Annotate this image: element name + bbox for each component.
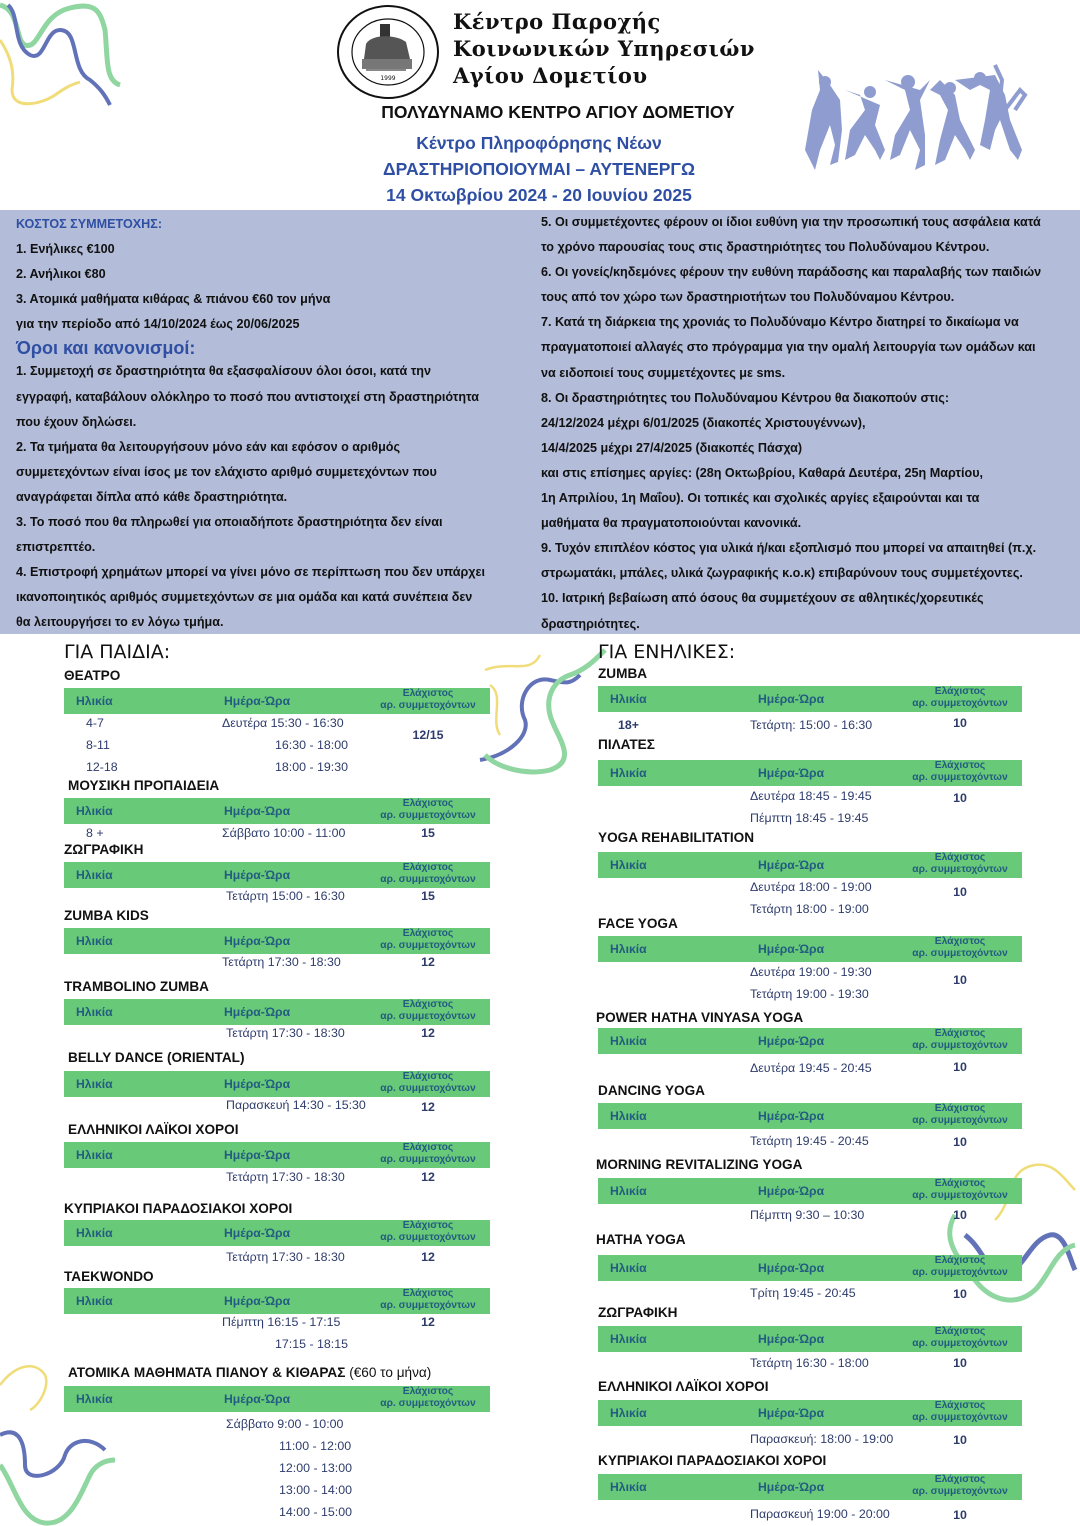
min-participants-value: 15 — [421, 826, 435, 840]
column-header-age: Ηλικία — [76, 1294, 113, 1308]
min-participants-value: 10 — [953, 973, 967, 987]
activity-title-text: POWER HATHA VINYASA YOGA — [596, 1010, 804, 1025]
activity-title — [596, 1232, 686, 1247]
rule-line: εγγραφή, καταβάλουν ολόκληρο το ποσό που αντιστοιχεί στη δραστηριότητα — [16, 389, 480, 404]
column-header-min-participants — [368, 1071, 488, 1095]
column-header-age: Ηλικία — [76, 1392, 113, 1406]
min-header-line: Ελάχιστος — [934, 1474, 986, 1485]
min-participants-value: 10 — [953, 791, 967, 805]
activity-title — [64, 908, 149, 923]
min-header-line: Ελάχιστος — [402, 999, 454, 1010]
center-name: ΠΟΛΥΔΥΝΑΜΟ ΚΕΝΤΡΟ ΑΓΙΟΥ ΔΟΜΕΤΙΟΥ — [381, 102, 735, 122]
min-header-line: αρ. συμμετοχόντων — [912, 1338, 1008, 1349]
min-header-line: αρ. συμμετοχόντων — [380, 700, 476, 711]
min-header-line: αρ. συμμετοχόντων — [380, 940, 476, 951]
min-header-line: αρ. συμμετοχόντων — [912, 1412, 1008, 1423]
day-time-cell: Τετάρτη 15:00 - 16:30 — [226, 889, 345, 903]
min-header-line: Ελάχιστος — [402, 1386, 454, 1397]
adults-section-heading: ΓΙΑ ΕΝΗΛΙΚΕΣ: — [598, 641, 736, 663]
day-time-cell: Τετάρτη 18:00 - 19:00 — [750, 902, 869, 916]
column-header-day-time: Ημέρα-Ώρα — [224, 868, 291, 882]
column-header-min-participants — [900, 1255, 1020, 1279]
activity-title — [598, 1379, 768, 1394]
activity-title-text: ΠΙΛΑΤΕΣ — [598, 737, 655, 752]
min-header-line: Ελάχιστος — [402, 688, 454, 699]
column-header-age: Ηλικία — [76, 1148, 113, 1162]
activity-title — [64, 1269, 154, 1284]
activity-title-text: ΜΟΥΣΙΚΗ ΠΡΟΠΑΙΔΕΙΑ — [68, 778, 220, 793]
activity-title — [598, 1083, 705, 1098]
table-header — [64, 862, 490, 888]
program-period: 14 Οκτωβρίου 2024 - 20 Ιουνίου 2025 — [386, 185, 692, 205]
min-participants-value: 10 — [953, 1287, 967, 1301]
column-header-min-participants — [368, 862, 488, 886]
table-header — [64, 999, 490, 1025]
rule-line: 3. Το ποσό που θα πληρωθεί για οποιαδήποτε δραστηριότητα δεν είναι — [16, 515, 443, 530]
min-header-line: Ελάχιστος — [402, 1220, 454, 1231]
column-header-age: Ηλικία — [76, 1077, 113, 1091]
table-header — [598, 1178, 1022, 1204]
min-header-line: αρ. συμμετοχόντων — [912, 864, 1008, 875]
org-name-line: Κοινωνικών Υπηρεσιών — [453, 36, 755, 61]
activity-title — [64, 668, 120, 683]
day-time-cell: Τετάρτη 17:30 - 18:30 — [222, 955, 341, 969]
day-time-cell: Σάββατο 9:00 - 10:00 — [226, 1417, 344, 1431]
rule-line: στρωματάκι, μπάλες, υλικά ζωγραφικής κ.ο.κ) επιβαρύνουν τους συμμετέχοντες. — [541, 566, 1023, 581]
day-time-cell: Σάββατο 10:00 - 11:00 — [222, 826, 346, 840]
min-participants-value: 10 — [953, 716, 967, 730]
rule-line: 9. Τυχόν επιπλέον κόστος για υλικά ή/και εξοπλισμό που μπορεί να απαιτηθεί (π.χ. — [541, 541, 1037, 556]
activity-title — [596, 1010, 803, 1025]
day-time-cell: 13:00 - 14:00 — [279, 1483, 353, 1497]
org-name-line: Αγίου Δομετίου — [453, 63, 648, 88]
rule-line: μαθήματα θα πραγματοποιούνται κανονικά. — [541, 516, 802, 531]
column-header-min-participants — [900, 1400, 1020, 1424]
min-header-line: αρ. συμμετοχόντων — [380, 1398, 476, 1409]
min-header-line: αρ. συμμετοχόντων — [912, 772, 1008, 783]
age-cell: 18+ — [618, 718, 640, 732]
column-header-age: Ηλικία — [76, 868, 113, 882]
info-panel — [0, 210, 1080, 634]
min-participants-value: 12/15 — [412, 728, 444, 742]
table-header — [64, 1220, 490, 1246]
day-time-cell: 12:00 - 13:00 — [279, 1461, 353, 1475]
activity-title-text: DANCING YOGA — [598, 1083, 705, 1098]
min-header-line: αρ. συμμετοχόντων — [912, 1190, 1008, 1201]
column-header-age: Ηλικία — [610, 1034, 647, 1048]
program-name: ΔΡΑΣΤΗΡΙΟΠΟΙΟΥΜΑΙ – ΑΥΤΕΝΕΡΓΩ — [383, 159, 695, 179]
column-header-day-time: Ημέρα-Ώρα — [224, 804, 291, 818]
min-header-line: αρ. συμμετοχόντων — [380, 1083, 476, 1094]
kids-section-heading: ΓΙΑ ΠΑΙΔΙΑ: — [64, 641, 171, 663]
min-header-line: Ελάχιστος — [402, 928, 454, 939]
column-header-min-participants — [368, 1220, 488, 1244]
activity-title — [68, 1122, 238, 1137]
activity-title — [68, 1050, 244, 1065]
day-time-cell: 11:00 - 12:00 — [279, 1439, 352, 1453]
rule-line: ικανοποιητικός αριθμός συμμετεχόντων σε μια ομάδα και κατά συνέπεια δεν — [16, 590, 473, 605]
day-time-cell: Δευτέρα 15:30 - 16:30 — [222, 716, 344, 730]
column-header-day-time: Ημέρα-Ώρα — [224, 1392, 291, 1406]
column-header-min-participants — [900, 760, 1020, 784]
age-cell: 4-7 — [86, 716, 104, 730]
rules-left-list — [16, 359, 526, 635]
cost-item: 3. Ατομικά μαθήματα κιθάρας & πιάνου €60 τον μήνα — [16, 292, 331, 307]
table-header — [598, 1474, 1022, 1500]
table-header — [598, 1326, 1022, 1352]
logo-year: 1999 — [380, 75, 396, 82]
day-time-cell: 16:30 - 18:00 — [275, 738, 349, 752]
min-header-line: Ελάχιστος — [402, 1288, 454, 1299]
activity-title-text: ZUMBA — [598, 666, 648, 681]
day-time-cell: Πέμπτη 9:30 – 10:30 — [750, 1208, 865, 1222]
rule-line: 1. Συμμετοχή σε δραστηριότητα θα εξασφαλίσουν όλοι όσοι, κατά την — [16, 364, 432, 379]
column-header-age: Ηλικία — [76, 934, 113, 948]
organization-name — [453, 8, 755, 89]
min-participants-value: 10 — [953, 1433, 967, 1447]
activity-title-text: ΕΛΛΗΝΙΚΟΙ ΛΑΪΚΟΙ ΧΟΡΟΙ — [598, 1379, 769, 1394]
column-header-min-participants — [368, 1288, 488, 1312]
table-header — [598, 1028, 1022, 1054]
activity-price-note: (€60 το μήνα) — [345, 1365, 432, 1380]
min-participants-value: 12 — [421, 1250, 435, 1264]
rule-line: θα λειτουργήσει το εν λόγω τμήμα. — [16, 615, 224, 630]
column-header-day-time: Ημέρα-Ώρα — [224, 934, 291, 948]
column-header-age: Ηλικία — [76, 804, 113, 818]
min-participants-value: 10 — [953, 1508, 967, 1522]
activity-title — [64, 1201, 292, 1216]
min-header-line: Ελάχιστος — [934, 1028, 986, 1039]
activity-title — [64, 842, 143, 857]
column-header-day-time: Ημέρα-Ώρα — [758, 942, 825, 956]
rule-line: δραστηριότητες. — [541, 616, 640, 631]
column-header-day-time: Ημέρα-Ώρα — [758, 1480, 825, 1494]
column-header-age: Ηλικία — [610, 1261, 647, 1275]
table-header — [598, 1400, 1022, 1426]
rule-line: 2. Τα τμήματα θα λειτουργήσουν μόνο εάν και εφόσον ο αριθμός — [16, 439, 401, 454]
column-header-age: Ηλικία — [610, 1480, 647, 1494]
table-header — [598, 1103, 1022, 1129]
column-header-day-time: Ημέρα-Ώρα — [758, 1406, 825, 1420]
rule-line: το χρόνο παρουσίας τους στις δραστηριότητες του Πολυδύναμου Κέντρου. — [541, 240, 990, 255]
min-header-line: Ελάχιστος — [934, 1255, 986, 1266]
activity-title-text: ΚΥΠΡΙΑΚΟΙ ΠΑΡΑΔΟΣΙΑΚΟΙ ΧΟΡΟΙ — [64, 1201, 293, 1216]
table-header — [598, 936, 1022, 962]
activity-title — [598, 916, 678, 931]
min-header-line: Ελάχιστος — [934, 1326, 986, 1337]
column-header-age: Ηλικία — [76, 1005, 113, 1019]
column-header-min-participants — [900, 936, 1020, 960]
rule-line: πραγματοποιεί αλλαγές στο πρόγραμμα για την ομαλή λειτουργία των ομάδων και — [541, 340, 1036, 355]
min-header-line: Ελάχιστος — [934, 760, 986, 771]
activity-title — [68, 1365, 431, 1380]
min-header-line: Ελάχιστος — [934, 852, 986, 863]
activity-title — [598, 737, 655, 752]
rule-line: 4. Επιστροφή χρημάτων μπορεί να γίνει μόνο σε περίπτωση που δεν υπάρχει — [16, 565, 485, 580]
table-header — [598, 1255, 1022, 1281]
column-header-day-time: Ημέρα-Ώρα — [224, 1226, 291, 1240]
activity-title-text: MORNING REVITALIZING YOGA — [596, 1157, 803, 1172]
min-participants-value: 12 — [421, 1100, 435, 1114]
column-header-age: Ηλικία — [610, 692, 647, 706]
org-name-line: Κέντρο Παροχής — [453, 9, 661, 34]
min-participants-value: 10 — [953, 1060, 967, 1074]
activity-title-text: ΑΤΟΜΙΚΑ ΜΑΘΗΜΑΤΑ ΠΙΑΝΟΥ & ΚΙΘΑΡΑΣ — [68, 1365, 346, 1380]
rules-right-list — [541, 210, 1076, 637]
column-header-min-participants — [368, 1142, 488, 1166]
min-participants-value: 12 — [421, 1315, 435, 1329]
column-header-min-participants — [900, 852, 1020, 876]
rule-line: και στις επίσημες αργίες: (28η Οκτωβρίου, Καθαρά Δευτέρα, 25η Μαρτίου, — [541, 465, 984, 480]
rule-line: αναγράφεται δίπλα από κάθε δραστηριότητα. — [16, 489, 288, 504]
column-header-age: Ηλικία — [76, 694, 113, 708]
column-header-min-participants — [900, 1474, 1020, 1498]
min-header-line: αρ. συμμετοχόντων — [380, 1011, 476, 1022]
min-header-line: αρ. συμμετοχόντων — [380, 874, 476, 885]
column-header-age: Ηλικία — [610, 1406, 647, 1420]
min-header-line: Ελάχιστος — [402, 798, 454, 809]
activity-title — [598, 666, 647, 681]
activity-title-text: ΕΛΛΗΝΙΚΟΙ ΛΑΪΚΟΙ ΧΟΡΟΙ — [68, 1122, 239, 1137]
activity-title-text: ΘΕΑΤΡΟ — [64, 668, 121, 683]
column-header-min-participants — [900, 1326, 1020, 1350]
table-header — [598, 760, 1022, 786]
column-header-age: Ηλικία — [610, 1332, 647, 1346]
column-header-age: Ηλικία — [610, 1109, 647, 1123]
activity-title-text: HATHA YOGA — [596, 1232, 686, 1247]
table-header — [64, 1386, 490, 1412]
rule-line: συμμετεχόντων είναι ίσος με τον ελάχιστο αριθμό συμμετεχόντων που — [16, 464, 437, 479]
day-time-cell: Τετάρτη 17:30 - 18:30 — [226, 1170, 345, 1184]
day-time-cell: Δευτέρα 18:45 - 19:45 — [750, 789, 872, 803]
rule-line: 10. Ιατρική βεβαίωση από όσους θα συμμετέχουν σε αθλητικές/χορευτικές — [541, 591, 984, 606]
cost-item: 1. Ενήλικες €100 — [16, 242, 115, 257]
column-header-age: Ηλικία — [610, 858, 647, 872]
day-time-cell: 18:00 - 19:30 — [275, 760, 349, 774]
day-time-cell: Πέμπτη 18:45 - 19:45 — [750, 811, 869, 825]
cost-title: ΚΟΣΤΟΣ ΣΥΜΜΕΤΟΧΗΣ: — [16, 217, 163, 231]
rule-line: τους από τον χώρο των δραστηριοτήτων του Πολυδύναμου Κέντρου. — [541, 290, 955, 305]
column-header-day-time: Ημέρα-Ώρα — [224, 1077, 291, 1091]
rule-line: 24/12/2024 μέχρι 6/01/2025 (διακοπές Χριστουγέννων), — [541, 415, 866, 430]
activity-title — [64, 979, 209, 994]
column-header-day-time: Ημέρα-Ώρα — [758, 1332, 825, 1346]
column-header-min-participants — [368, 688, 488, 712]
day-time-cell: Πέμπτη 16:15 - 17:15 — [222, 1315, 341, 1329]
column-header-day-time: Ημέρα-Ώρα — [224, 1294, 291, 1308]
column-header-min-participants — [900, 1028, 1020, 1052]
min-participants-value: 15 — [421, 889, 435, 903]
activity-title-text: TAEKWONDO — [64, 1269, 154, 1284]
rule-line: 6. Οι γονείς/κηδεμόνες φέρουν την ευθύνη παράδοσης και παραλαβής των παιδιών — [541, 265, 1042, 280]
column-header-day-time: Ημέρα-Ώρα — [758, 1184, 825, 1198]
min-participants-value: 12 — [421, 955, 435, 969]
min-header-line: αρ. συμμετοχόντων — [380, 1154, 476, 1165]
rule-line: 7. Κατά τη διάρκεια της χρονιάς το Πολυδύναμο Κέντρο διατηρεί το δικαίωμα να — [541, 315, 1019, 330]
min-header-line: αρ. συμμετοχόντων — [912, 1486, 1008, 1497]
activity-title-text: ΖΩΓΡΑΦΙΚΗ — [64, 842, 144, 857]
table-header — [598, 852, 1022, 878]
age-cell: 8 + — [86, 826, 104, 840]
min-participants-value: 10 — [953, 1208, 967, 1222]
min-header-line: Ελάχιστος — [934, 1178, 986, 1189]
min-header-line: αρ. συμμετοχόντων — [912, 1267, 1008, 1278]
min-participants-value: 10 — [953, 885, 967, 899]
column-header-min-participants — [900, 1103, 1020, 1127]
day-time-cell: Δευτέρα 19:45 - 20:45 — [750, 1061, 872, 1075]
activity-title-text: BELLY DANCE (ORIENTAL) — [68, 1050, 245, 1065]
rule-line: 5. Οι συμμετέχοντες φέρουν οι ίδιοι ευθύνη για την προσωπική τους ασφάλεια κατά — [541, 215, 1041, 229]
age-cell: 12-18 — [86, 760, 118, 774]
table-header — [64, 1142, 490, 1168]
column-header-day-time: Ημέρα-Ώρα — [758, 1261, 825, 1275]
column-header-day-time: Ημέρα-Ώρα — [758, 692, 825, 706]
day-time-cell: 17:15 - 18:15 — [275, 1337, 349, 1351]
min-header-line: αρ. συμμετοχόντων — [912, 1115, 1008, 1126]
table-header — [64, 798, 490, 824]
table-header — [598, 686, 1022, 712]
activity-title-text: TRAMBOLINO ZUMBA — [64, 979, 209, 994]
day-time-cell: Τρίτη 19:45 - 20:45 — [750, 1286, 856, 1300]
day-time-cell: Τετάρτη 19:45 - 20:45 — [750, 1134, 869, 1148]
min-header-line: Ελάχιστος — [934, 686, 986, 697]
day-time-cell: Τετάρτη: 15:00 - 16:30 — [750, 718, 873, 732]
rules-title: Όροι και κανονισμοί: — [16, 338, 196, 359]
column-header-age: Ηλικία — [610, 766, 647, 780]
activity-title-text: FACE YOGA — [598, 916, 678, 931]
column-header-age: Ηλικία — [76, 1226, 113, 1240]
age-cell: 8-11 — [86, 738, 110, 752]
min-header-line: Ελάχιστος — [402, 1142, 454, 1153]
subtitle: Κέντρο Πληροφόρησης Νέων — [416, 133, 662, 153]
column-header-min-participants — [368, 928, 488, 952]
activity-title-text: YOGA REHABILITATION — [598, 830, 755, 845]
day-time-cell: Τετάρτη 16:30 - 18:00 — [750, 1356, 869, 1370]
day-time-cell: 14:00 - 15:00 — [279, 1505, 353, 1519]
column-header-day-time: Ημέρα-Ώρα — [224, 1005, 291, 1019]
column-header-min-participants — [368, 798, 488, 822]
min-header-line: Ελάχιστος — [402, 862, 454, 873]
min-header-line: Ελάχιστος — [934, 1400, 986, 1411]
column-header-age: Ηλικία — [610, 1184, 647, 1198]
rule-line: 8. Οι δραστηριότητες του Πολυδύναμου Κέντρου θα διακοπούν στις: — [541, 390, 950, 405]
table-header — [64, 688, 490, 714]
activity-title-text: ΖΩΓΡΑΦΙΚΗ — [598, 1305, 678, 1320]
day-time-cell: Παρασκευή: 18:00 - 19:00 — [750, 1432, 894, 1446]
day-time-cell: Παρασκευή 19:00 - 20:00 — [750, 1507, 890, 1521]
min-header-line: αρ. συμμετοχόντων — [912, 698, 1008, 709]
min-header-line: αρ. συμμετοχόντων — [380, 1300, 476, 1311]
activity-title — [598, 1453, 826, 1468]
activity-title — [596, 1157, 802, 1172]
min-header-line: Ελάχιστος — [402, 1071, 454, 1082]
min-header-line: αρ. συμμετοχόντων — [912, 948, 1008, 959]
column-header-min-participants — [900, 686, 1020, 710]
min-header-line: αρ. συμμετοχόντων — [380, 1232, 476, 1243]
column-header-min-participants — [900, 1178, 1020, 1202]
table-header — [64, 1071, 490, 1097]
jumping-people-silhouettes — [790, 50, 1030, 180]
activity-title-text: ΚΥΠΡΙΑΚΟΙ ΠΑΡΑΔΟΣΙΑΚΟΙ ΧΟΡΟΙ — [598, 1453, 827, 1468]
column-header-day-time: Ημέρα-Ώρα — [758, 858, 825, 872]
day-time-cell: Τετάρτη 19:00 - 19:30 — [750, 987, 869, 1001]
activity-title — [598, 1305, 677, 1320]
column-header-age: Ηλικία — [610, 942, 647, 956]
rule-line: επιστρεπτέο. — [16, 540, 96, 555]
info-left-column — [16, 212, 526, 636]
activity-title-text: ZUMBA KIDS — [64, 908, 149, 923]
rule-line: 14/4/2025 μέχρι 27/4/2025 (διακοπές Πάσχα) — [541, 440, 803, 455]
column-header-day-time: Ημέρα-Ώρα — [224, 694, 291, 708]
table-header — [64, 928, 490, 954]
column-header-min-participants — [368, 1386, 488, 1410]
activity-title — [68, 778, 219, 793]
column-header-min-participants — [368, 999, 488, 1023]
column-header-day-time: Ημέρα-Ώρα — [758, 1034, 825, 1048]
min-header-line: Ελάχιστος — [934, 936, 986, 947]
min-participants-value: 10 — [953, 1356, 967, 1370]
column-header-day-time: Ημέρα-Ώρα — [758, 766, 825, 780]
day-time-cell: Τετάρτη 17:30 - 18:30 — [226, 1026, 345, 1040]
organization-logo — [336, 4, 440, 100]
table-header — [64, 1288, 490, 1314]
info-right-column — [541, 210, 1076, 637]
column-header-day-time: Ημέρα-Ώρα — [758, 1109, 825, 1123]
day-time-cell: Δευτέρα 18:00 - 19:00 — [750, 880, 872, 894]
min-participants-value: 10 — [953, 1135, 967, 1149]
rule-line: που έχουν δηλώσει. — [16, 414, 137, 429]
min-participants-value: 12 — [421, 1026, 435, 1040]
min-header-line: αρ. συμμετοχόντων — [380, 810, 476, 821]
activity-title — [598, 830, 754, 845]
day-time-cell: Δευτέρα 19:00 - 19:30 — [750, 965, 872, 979]
cost-item: 2. Ανήλικοι €80 — [16, 267, 106, 282]
cost-item: για την περίοδο από 14/10/2024 έως 20/06/2025 — [16, 317, 300, 332]
day-time-cell: Τετάρτη 17:30 - 18:30 — [226, 1250, 345, 1264]
rule-line: 1η Απριλίου, 1η Μαΐου). Οι τοπικές και σχολικές αργίες εξαιρούνται και τα — [541, 491, 980, 506]
ribbon-decoration-middle — [470, 645, 610, 785]
rule-line: να ειδοποιεί τους συμμετέχοντες με sms. — [541, 365, 786, 380]
column-header-day-time: Ημέρα-Ώρα — [224, 1148, 291, 1162]
min-header-line: αρ. συμμετοχόντων — [912, 1040, 1008, 1051]
min-header-line: Ελάχιστος — [934, 1103, 986, 1114]
min-participants-value: 12 — [421, 1170, 435, 1184]
day-time-cell: Παρασκευή 14:30 - 15:30 — [226, 1098, 366, 1112]
